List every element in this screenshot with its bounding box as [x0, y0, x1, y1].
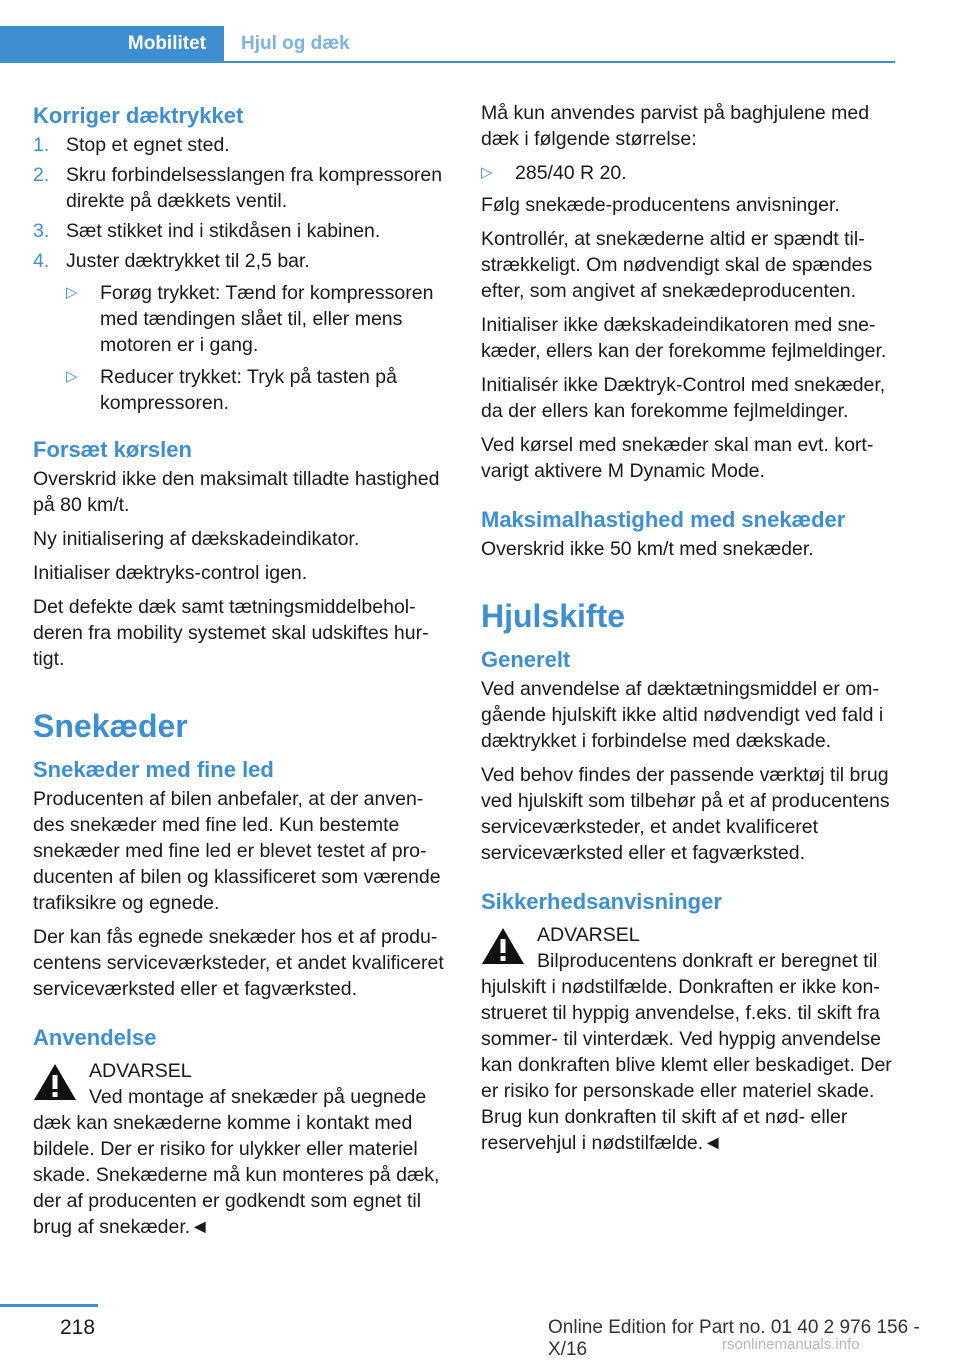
step4-bullets	[66, 280, 448, 416]
triangle-bullet-icon: ▷	[66, 368, 78, 385]
paragraph: Følg snekæde-producentens anvisninger.	[481, 194, 840, 216]
heading-general: Generelt	[481, 647, 571, 672]
edition-info: Online Edition for Part no. 01 40 2 976 156 - X/16	[548, 1317, 920, 1360]
heading-usage: Anvendelse	[33, 1025, 157, 1050]
heading-continue-driving: Forsæt kørslen	[33, 437, 192, 462]
page-number: 218	[60, 1316, 96, 1339]
step-item: 2. Skru forbindelsesslangen fra kompressoren direkte på dækkets ventil.	[33, 164, 443, 212]
paragraph: Kontrollér, at snekæderne altid er spændt tilstrækkeligt. Om nødvendigt skal de spændes efter, som angivet af snekædeproducenten.	[481, 228, 873, 302]
tab-hjul-og-daek[interactable]: Hjul og dæk	[241, 33, 350, 54]
warning-triangle-icon	[481, 926, 525, 966]
warning-title: ADVARSEL	[537, 924, 640, 946]
watermark: rsonlinemanuals.info	[722, 1336, 860, 1353]
paragraph: Ved anvendelse af dæktætningsmiddel er omgående hjulskift ikke altid nødvendigt ved fald i dæktrykket i forbindelse med dækskade.	[481, 678, 884, 752]
paragraph: Overskrid ikke den maksimalt tilladte hastighed på 80 km/t.	[33, 468, 440, 516]
paragraph: Der kan fås egnede snekæder hos et af producentens serviceværksteder, et andet kvalificeret serviceværksted eller et fagværksted.	[33, 926, 444, 1000]
paragraph: Ved behov findes der passende værktøj til brug ved hjulskift som tilbehør på et af producentens serviceværksteder, et andet kvalificeret serviceværksted eller et fagværksted.	[481, 764, 890, 864]
heading-snow-chains: Snekæder	[33, 708, 188, 744]
left-column	[33, 100, 448, 1240]
bullet-item: ▷ Forøg trykket: Tænd for kompressoren med tændingen slået til, eller mens motoren er i gang.	[66, 282, 434, 356]
step-item: 1. Stop et egnet sted.	[33, 134, 230, 156]
footer-rule	[0, 1304, 98, 1307]
paragraph: Ved kørsel med snekæder skal man evt. kortvarigt aktivere M Dynamic Mode.	[481, 434, 874, 482]
heading-safety: Sikkerhedsanvisninger	[481, 889, 722, 914]
size-bullets	[481, 160, 896, 186]
step-item: 4. Juster dæktrykket til 2,5 bar. ▷ Forøg trykket: Tænd for kompressoren med tændingen slået til, eller mens motoren er i gang. ▷ Reducer trykket: Tryk på tasten på kompressoren.	[33, 248, 448, 416]
triangle-bullet-icon: ▷	[481, 164, 493, 181]
heading-wheel-change: Hjulskifte	[481, 598, 626, 634]
heading-max-speed: Maksimalhastighed med snekæder	[481, 507, 846, 532]
triangle-bullet-icon: ▷	[66, 284, 78, 301]
warning-block	[33, 1058, 448, 1240]
warning-text: Ved montage af snekæder på uegnede dæk kan snekæderne komme i kontakt med bildele. Der er risiko for ulykker eller materiel skade. Snekæderne må kun monteres på dæk, der af producenten er godkendt som egnet til brug af snekæder.◄	[33, 1086, 440, 1238]
warning-triangle-icon	[33, 1062, 77, 1102]
heading-fine-link-chains: Snekæder med fine led	[33, 757, 274, 782]
bullet-item: ▷ Reducer trykket: Tryk på tasten på kompressoren.	[66, 366, 397, 414]
heading-correct-pressure: Korriger dæktrykket	[33, 103, 244, 128]
warning-block	[481, 922, 896, 1156]
paragraph: Initialiser dæktryks-control igen.	[33, 562, 308, 584]
paragraph: Initialiser ikke dækskadeindikatoren med snekæder, ellers kan der forekomme fejlmeldinger.	[481, 314, 887, 362]
tab-mobilitet[interactable]: Mobilitet	[0, 26, 224, 62]
paragraph: Overskrid ikke 50 km/t med snekæder.	[481, 538, 814, 560]
steps-list	[33, 132, 448, 416]
paragraph: Ny initialisering af dækskadeindikator.	[33, 528, 360, 550]
warning-title: ADVARSEL	[89, 1060, 192, 1082]
paragraph: Producenten af bilen anbefaler, at der anvendes snekæder med fine led. Kun bestemte snekæder med fine led er blevet testet af producenten af bilen og klassificeret som værende trafiksikre og egnede.	[33, 788, 441, 914]
paragraph: Initialisér ikke Dæktryk-Control med snekæder, da der ellers kan forekomme fejlmeldinger.	[481, 374, 886, 422]
warning-text: Bilproducentens donkraft er beregnet til hjulskift i nødstilfælde. Donkraften er ikke konstrueret til hyppig anvendelse, f.eks. til skift fra sommer- til vinterdæk. Ved hyppig anvendelse kan donkraften blive klemt eller beskadiget. Der er risiko for personskade eller materiel skade. Brug kun donkraften til skift af et nød- eller reservehjul i nødstilfælde.◄	[481, 950, 892, 1154]
step-item: 3. Sæt stikket ind i stikdåsen i kabinen.	[33, 220, 381, 242]
paragraph: Det defekte dæk samt tætningsmiddelbeholderen fra mobility systemet skal udskiftes hurtigt.	[33, 596, 429, 670]
paragraph: Må kun anvendes parvist på baghjulene med dæk i følgende størrelse:	[481, 102, 870, 150]
bullet-item: ▷ 285/40 R 20.	[481, 162, 627, 184]
right-column	[481, 100, 896, 1156]
